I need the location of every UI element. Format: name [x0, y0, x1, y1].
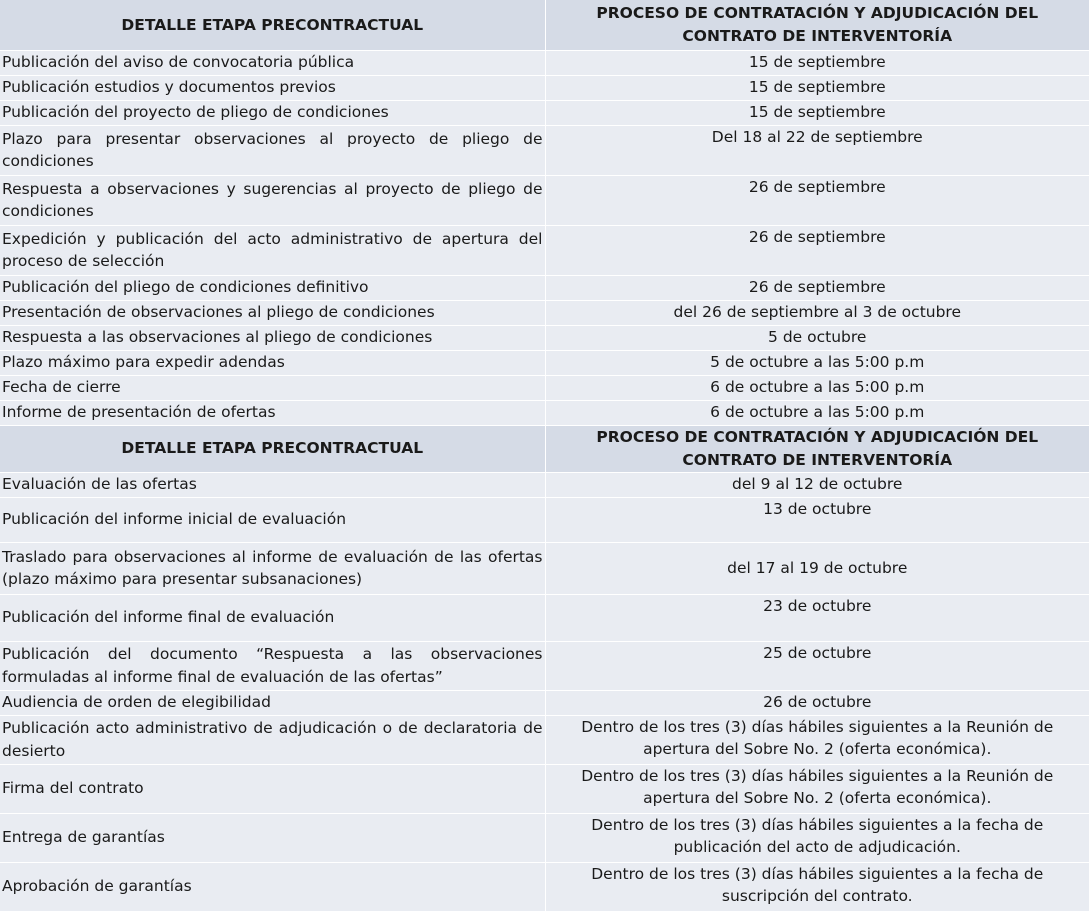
table-row — [0, 50, 1089, 75]
stage-detail: Audiencia de orden de elegibilidad — [0, 690, 545, 715]
stage-detail: Aprobación de garantías — [0, 862, 545, 911]
stage-detail: Plazo máximo para expedir adendas — [0, 350, 545, 375]
stage-date: 5 de octubre — [545, 325, 1089, 350]
stage-date: del 17 al 19 de octubre — [545, 542, 1089, 594]
table-row — [0, 641, 1089, 690]
table-row — [0, 325, 1089, 350]
stage-detail: Respuesta a observaciones y sugerencias al proyecto de pliego de condiciones — [0, 175, 545, 225]
stage-date: 5 de octubre a las 5:00 p.m — [545, 350, 1089, 375]
table-row — [0, 715, 1089, 764]
stage-detail: Publicación del proyecto de pliego de condiciones — [0, 100, 545, 125]
section-header-row — [0, 0, 1089, 50]
table-row — [0, 690, 1089, 715]
stage-date: Dentro de los tres (3) días hábiles siguientes a la fecha de suscripción del contrato. — [545, 862, 1089, 911]
stage-date: 26 de septiembre — [545, 225, 1089, 275]
stage-date: del 9 al 12 de octubre — [545, 472, 1089, 497]
stage-date: 25 de octubre — [545, 641, 1089, 690]
stage-date: del 26 de septiembre al 3 de octubre — [545, 300, 1089, 325]
stage-detail: Publicación acto administrativo de adjudicación o de declaratoria de desierto — [0, 715, 545, 764]
process-column-header: PROCESO DE CONTRATACIÓN Y ADJUDICACIÓN DEL CONTRATO DE INTERVENTORÍA — [545, 0, 1089, 50]
table-row — [0, 594, 1089, 641]
stage-date: 15 de septiembre — [545, 100, 1089, 125]
table-row — [0, 542, 1089, 594]
table-row — [0, 400, 1089, 425]
stage-date: 13 de octubre — [545, 497, 1089, 542]
stage-detail: Publicación del informe final de evaluación — [0, 594, 545, 641]
stage-date: 26 de octubre — [545, 690, 1089, 715]
stage-detail: Entrega de garantías — [0, 813, 545, 862]
table-row — [0, 375, 1089, 400]
stage-detail: Presentación de observaciones al pliego de condiciones — [0, 300, 545, 325]
stage-date: 15 de septiembre — [545, 75, 1089, 100]
stage-detail: Publicación del pliego de condiciones definitivo — [0, 275, 545, 300]
table-row — [0, 275, 1089, 300]
stage-detail: Evaluación de las ofertas — [0, 472, 545, 497]
table-row — [0, 125, 1089, 175]
stage-date: 26 de septiembre — [545, 275, 1089, 300]
stage-date: 6 de octubre a las 5:00 p.m — [545, 400, 1089, 425]
detail-column-header: DETALLE ETAPA PRECONTRACTUAL — [0, 0, 545, 50]
stage-detail: Publicación del aviso de convocatoria pública — [0, 50, 545, 75]
section-header-row — [0, 425, 1089, 472]
stage-detail: Informe de presentación de ofertas — [0, 400, 545, 425]
stage-detail: Firma del contrato — [0, 764, 545, 813]
stage-date: 15 de septiembre — [545, 50, 1089, 75]
stage-date: Dentro de los tres (3) días hábiles siguientes a la Reunión de apertura del Sobre No. 2 (oferta económica). — [545, 715, 1089, 764]
detail-column-header: DETALLE ETAPA PRECONTRACTUAL — [0, 425, 545, 472]
stage-date: 26 de septiembre — [545, 175, 1089, 225]
table-row — [0, 497, 1089, 542]
process-column-header: PROCESO DE CONTRATACIÓN Y ADJUDICACIÓN DEL CONTRATO DE INTERVENTORÍA — [545, 425, 1089, 472]
table-row — [0, 813, 1089, 862]
table-row — [0, 225, 1089, 275]
stage-detail: Publicación del informe inicial de evaluación — [0, 497, 545, 542]
stage-date: 23 de octubre — [545, 594, 1089, 641]
stage-date: Dentro de los tres (3) días hábiles siguientes a la Reunión de apertura del Sobre No. 2 (oferta económica). — [545, 764, 1089, 813]
table-row — [0, 100, 1089, 125]
stage-detail: Plazo para presentar observaciones al proyecto de pliego de condiciones — [0, 125, 545, 175]
table-row — [0, 300, 1089, 325]
stage-date: Dentro de los tres (3) días hábiles siguientes a la fecha de publicación del acto de adjudicación. — [545, 813, 1089, 862]
table-row — [0, 175, 1089, 225]
stage-detail: Fecha de cierre — [0, 375, 545, 400]
table-row — [0, 764, 1089, 813]
table-row — [0, 75, 1089, 100]
stage-detail: Traslado para observaciones al informe de evaluación de las ofertas (plazo máximo para presentar subsanaciones) — [0, 542, 545, 594]
stage-detail: Publicación del documento “Respuesta a las observaciones formuladas al informe final de evaluación de las ofertas” — [0, 641, 545, 690]
stage-detail: Respuesta a las observaciones al pliego de condiciones — [0, 325, 545, 350]
table-row — [0, 862, 1089, 911]
table-row — [0, 472, 1089, 497]
stage-detail: Publicación estudios y documentos previos — [0, 75, 545, 100]
stage-date: Del 18 al 22 de septiembre — [545, 125, 1089, 175]
stage-detail: Expedición y publicación del acto administrativo de apertura del proceso de selección — [0, 225, 545, 275]
table-row — [0, 350, 1089, 375]
stage-date: 6 de octubre a las 5:00 p.m — [545, 375, 1089, 400]
